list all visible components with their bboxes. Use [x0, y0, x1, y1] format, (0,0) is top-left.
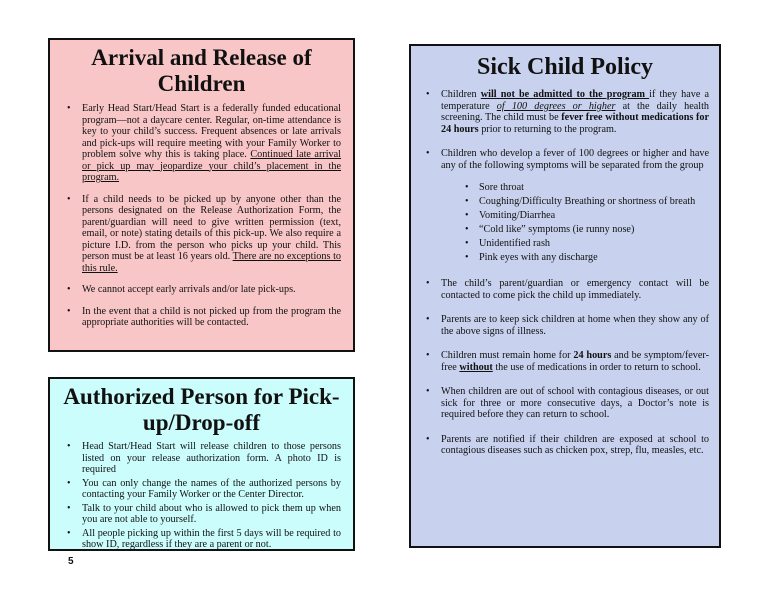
list-item: • You can only change the names of the authorized persons by contacting your Family Worker or the Center Director. [62, 478, 341, 501]
item-text: If a child needs to be picked up by anyone other than the persons designated on the Release Authorization Form, the parent/guardian will need to give written permission (text, email, or note) stating details of this pick-up. We also require a picture I.D. from the person who picks up your child. This person must be at least 16 years old. [82, 193, 341, 262]
item-emphasis: of 100 degrees or higher [496, 100, 616, 112]
item-emphasis: will not be admitted to the program [480, 89, 650, 100]
item-text: if they have a temperature [441, 89, 709, 112]
list-item [421, 89, 709, 135]
item-text: In the event that a child is not picked up from the program the appropriate authorities will be contacted. [82, 305, 341, 328]
page-number: 5 [68, 556, 74, 567]
item-emphasis: fever free without medications for 24 hours [441, 112, 709, 135]
symptom-item: • Pink eyes with any discharge [465, 251, 709, 265]
list-item: • Parents are to keep sick children at home when they show any of the above signs of illness. [421, 314, 709, 337]
item-underlined-text: There are no exceptions to this rule. [82, 251, 341, 274]
authorized-person-title: Authorized Person for Pick-up/Drop-off [63, 384, 340, 435]
symptom-item: • “Cold like” symptoms (ie runny nose) [465, 223, 709, 237]
authorized-person-list [62, 441, 341, 551]
list-item [62, 284, 341, 296]
item-text: and be symptom/fever-free [441, 350, 709, 373]
item-emphasis: 24 hours [573, 350, 612, 361]
item-underlined-text: Continued late arrival or pick up may jeopardize your child’s placement in the program. [82, 149, 342, 183]
list-item: • When children are out of school with contagious diseases, or out sick for three or more consecutive days, a Doctor’s note is required before they can return to school. [421, 386, 709, 421]
item-text: Children who develop a fever of 100 degrees or higher and have any of the following symptoms will be separated from the group [441, 148, 709, 171]
item-text: Children [441, 89, 481, 100]
authorized-person-panel [48, 377, 355, 551]
item-text: the use of medications in order to return to school. [492, 361, 701, 373]
arrival-release-list [62, 103, 341, 329]
symptom-item: • Coughing/Difficulty Breathing or shortness of breath [465, 195, 709, 209]
sick-child-policy-panel [409, 44, 721, 548]
list-item [421, 148, 709, 265]
list-item [62, 103, 341, 184]
symptom-item: • Unidentified rash [465, 237, 709, 251]
list-item [62, 194, 341, 275]
item-text: at the daily health screening. The child must be [441, 100, 710, 123]
arrival-release-panel [48, 38, 355, 352]
sick-child-policy-title: Sick Child Policy [476, 54, 654, 80]
sick-child-policy-list [421, 89, 709, 457]
list-item: • Parents are notified if their children are exposed at school to contagious diseases such as chicken pox, strep, flu, measles, etc. [421, 434, 709, 457]
list-item: • All people picking up within the first 5 days will be required to show ID, regardless if they are a parent or not. [62, 528, 341, 551]
item-text: We cannot accept early arrivals and/or late pick-ups. [82, 284, 296, 295]
list-item: • The child’s parent/guardian or emergency contact will be contacted to come pick the child up immediately. [421, 278, 709, 301]
symptom-item: • Vomiting/Diarrhea [465, 209, 709, 223]
item-text: Children must remain home for [441, 350, 574, 361]
arrival-release-title: Arrival and Release of Children [91, 45, 312, 96]
list-item [62, 306, 341, 329]
item-text: prior to returning to the program. [478, 123, 617, 135]
symptom-item: • Sore throat [465, 181, 709, 195]
symptom-list [441, 181, 709, 265]
list-item: • Head Start/Head Start will release children to those persons listed on your release authorization form. A photo ID is required [62, 441, 341, 476]
list-item [421, 350, 709, 373]
item-text: Early Head Start/Head Start is a federally funded educational program—not a daycare center. Regular, on-time attendance is key to your child’s success. Frequent absences or late arrivals and pick-ups will require meeting with your Family Worker to problem solve why this is taking place. [82, 103, 341, 160]
list-item: • Talk to your child about who is allowed to pick them up when you are not able to yourself. [62, 503, 341, 526]
item-emphasis: without [459, 361, 493, 373]
